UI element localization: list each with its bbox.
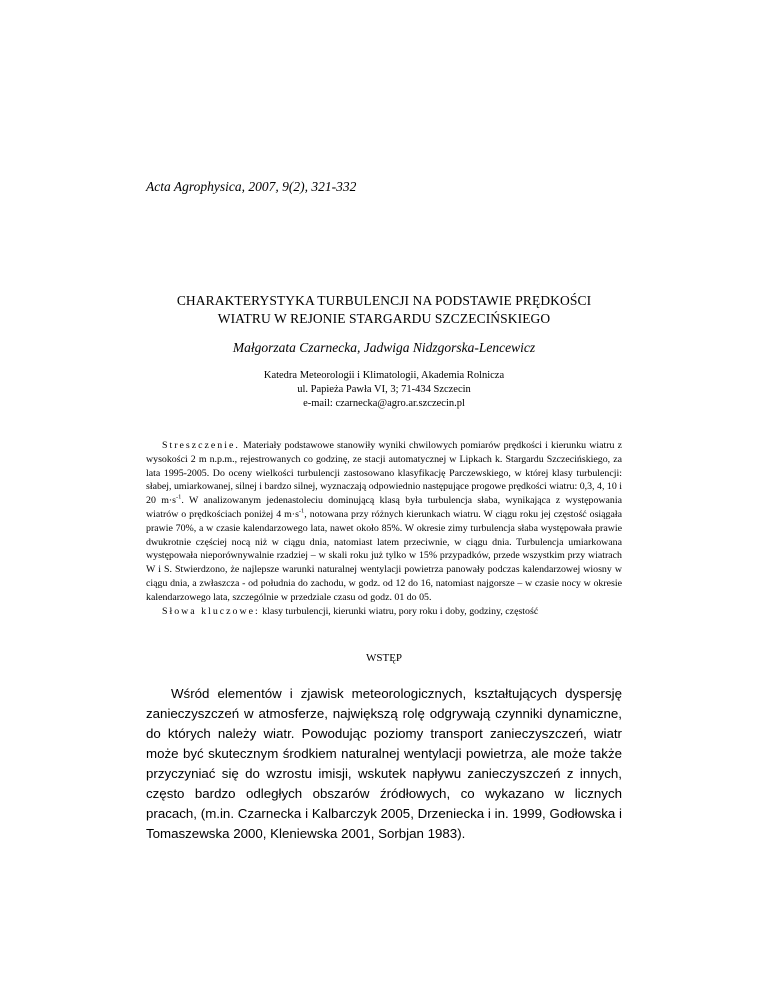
abstract-text-2: . W analizowanym jedenastoleciu dominującą klasą była turbulencja słaba, wynikająca z występowania wiatrów o prędkościach poniżej 4 m·s: [146, 495, 622, 520]
abstract-text-3: , notowana przy różnych kierunkach wiatru. W ciągu roku jej częstość osiągała prawie 70%, a w czasie kalendarzowego lata, nawet około 85%. W okresie zimy turbulencja słaba występowała prawie dwukrotnie częściej nocą niż w ciągu dnia, natomiast latem przeciwnie, w ciągu dnia. Turbulencja umiarkowana występowała nieporównywalnie rzadziej – w skali roku już tylko w 15% przypadków, przede wszystkim przy wiatrach W i S. Stwierdzono, że najlepsze warunki naturalnej wentylacji powietrza panowały podczas kalendarzowej wiosny w ciągu dnia, a zwłaszcza - od południa do zachodu, w godz. od 12 do 16, natomiast najgorsze – w czasie nocy w okresie kalendarzowego lata, szczególnie w przedziale czasu od godz. 01 do 05.: [146, 508, 622, 603]
affiliation-email: e-mail: czarnecka@agro.ar.szczecin.pl: [303, 398, 465, 409]
title-line-1: CHARAKTERYSTYKA TURBULENCJI NA PODSTAWIE PRĘDKOŚCI: [176, 293, 592, 308]
introduction-paragraph: Wśród elementów i zjawisk meteorologicznych, kształtujących dyspersję zanieczyszczeń w atmosferze, największą rolę odgrywają czynniki dynamiczne, do których należy wiatr. Powodując poziomy transport zanieczyszczeń, wiatr może być skutecznym środkiem naturalnej wentylacji powietrza, ale może także przyczyniać się do wzrostu imisji, wskutek napływu zanieczyszczeń z innych, często bardzo odległych obszarów źródłowych, co wykazano w licznych pracach, (m.in. Czarnecka i Kalbarczyk 2005, Drzeniecka i in. 1999, Godłowska i Tomaszewska 2000, Kleniewska 2001, Sorbjan 1983).: [146, 686, 622, 841]
unit-exponent-1: -1: [176, 493, 182, 501]
abstract-paragraph: [146, 439, 622, 605]
affiliation-address: ul. Papieża Pawła VI, 3; 71-434 Szczecin: [297, 384, 471, 395]
keywords-paragraph: [146, 605, 622, 619]
abstract-text-1: Materiały podstawowe stanowiły wyniki chwilowych pomiarów prędkości i kierunku wiatru z wysokości 2 m n.p.m., rejestrowanych co godzinę, ze stacji automatycznej w Lipkach k. Stargardu Szczecińskiego, za lata 1995-2005. Do oceny wielkości turbulencji zastosowano klasyfikację Parczewskiego, w której klasy turbulencji: słabej, umiarkowanej, silnej i bardzo silnej, wyznaczają odpowiednio następujące progowe prędkości wiatru: 0,3, 4, 10 i 20 m·s: [146, 440, 622, 507]
paper-title: [120, 292, 648, 328]
abstract: [146, 439, 622, 618]
unit-exponent-2: -1: [298, 507, 305, 515]
affiliation-department: Katedra Meteorologii i Klimatologii, Akademia Rolnicza: [263, 370, 505, 381]
keywords-label: Słowa kluczowe:: [162, 605, 260, 617]
abstract-label: Streszczenie.: [162, 440, 240, 451]
title-line-2: WIATRU W REJONIE STARGARDU SZCZECIŃSKIEGO: [217, 311, 551, 326]
section-heading-introduction: WSTĘP: [365, 652, 403, 664]
keywords-text: klasy turbulencji, kierunki wiatru, pory roku i doby, godziny, częstość: [259, 605, 539, 617]
journal-reference: Acta Agrophysica, 2007, 9(2), 321-332: [146, 179, 357, 194]
authors: Małgorzata Czarnecka, Jadwiga Nidzgorska-Lencewicz: [232, 340, 536, 355]
affiliation: [120, 369, 648, 411]
